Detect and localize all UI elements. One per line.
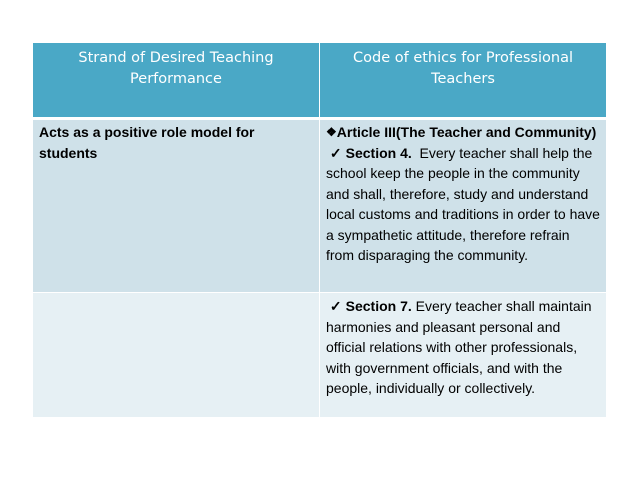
header-strand-text: Strand of Desired Teaching Performance (78, 50, 274, 87)
table-row (33, 293, 607, 418)
section-label: Section 4. (345, 144, 412, 161)
article-heading (326, 122, 601, 143)
strand-text (33, 293, 319, 295)
section-text: Every teacher shall help the school keep the people in the community and shall, therefore, study and understand local customs and traditions in order to have a sympathetic attitude, therefore refrain from disparaging the community. (326, 144, 600, 263)
code-cell (320, 119, 607, 293)
code-content (320, 293, 606, 399)
table-header-row (33, 43, 607, 119)
code-cell (320, 293, 607, 418)
section-text: Every teacher shall maintain harmonies and pleasant personal and official relations with other professionals, with government officials, and with the people, individually or collectively. (326, 298, 592, 396)
header-code-text: Code of ethics for Professional Teachers (353, 50, 573, 87)
checkmark-icon: ✓ (326, 144, 342, 161)
strand-cell (33, 293, 320, 418)
header-cell-strand (33, 43, 320, 119)
table-row (33, 119, 607, 293)
checkmark-icon: ✓ (326, 298, 342, 314)
header-cell-code (320, 43, 607, 119)
strand-text: Acts as a positive role model for students (39, 124, 255, 161)
code-content (320, 120, 606, 266)
section-label: Section 7. (345, 298, 412, 314)
strand-cell (33, 119, 320, 293)
four-diamond-bullet-icon: ❖ (326, 125, 337, 139)
article-text: Article III(The Teacher and Community) (336, 124, 597, 140)
ethics-table (32, 42, 607, 418)
